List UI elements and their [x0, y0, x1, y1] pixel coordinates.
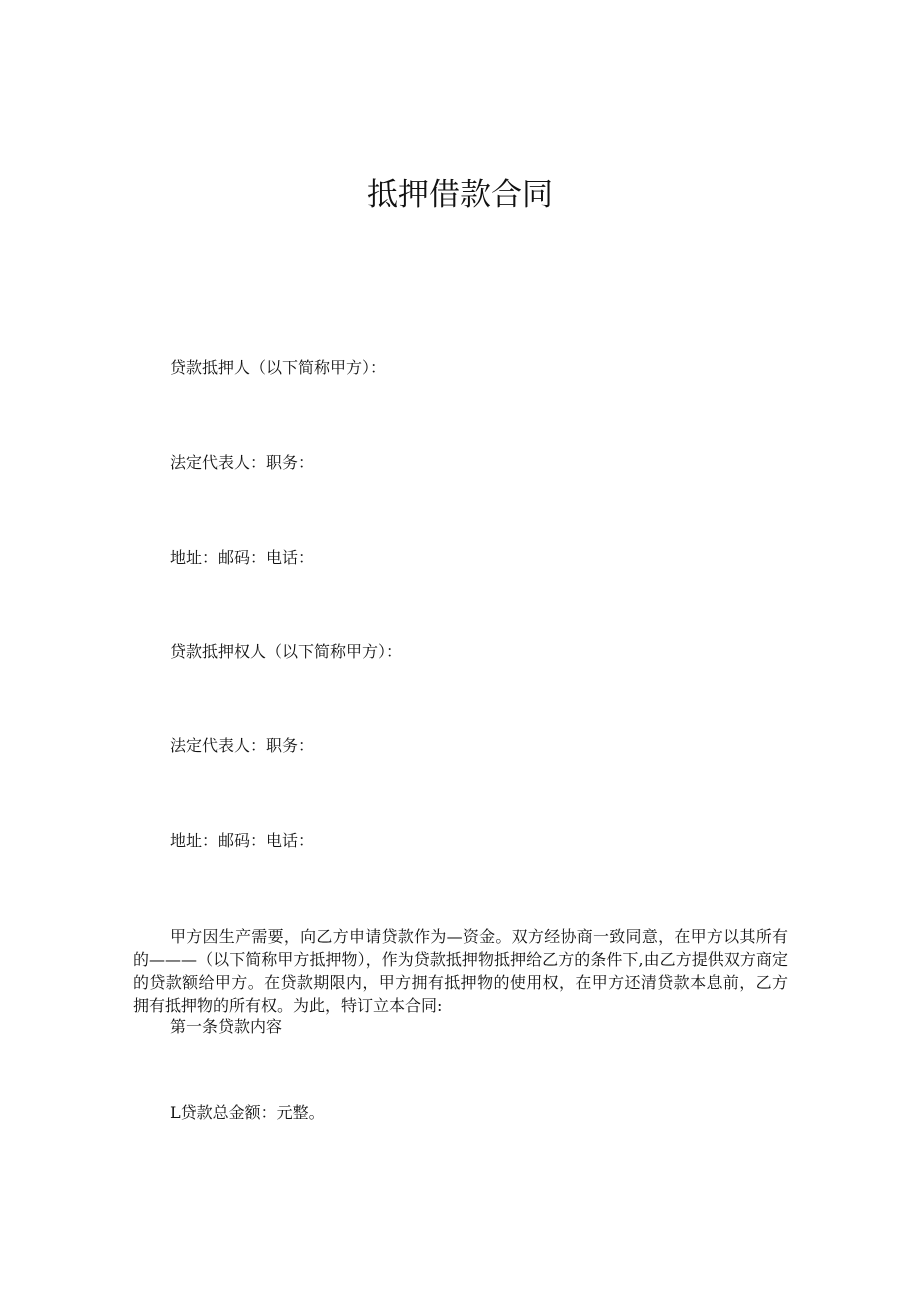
document-title: 抵押借款合同 — [367, 177, 553, 213]
mortgagor-legal-representative-line: 法定代表人：职务： — [170, 453, 315, 472]
article-1-heading: 第一条贷款内容 — [170, 1017, 283, 1036]
mortgagee-line: 贷款抵押权人（以下简称甲方）： — [170, 642, 403, 661]
mortgagee-legal-representative-line: 法定代表人：职务： — [170, 736, 315, 755]
mortgagee-address-line: 地址：邮码：电话： — [170, 831, 315, 850]
mortgagor-address-line: 地址：邮码：电话： — [170, 548, 315, 567]
mortgagor-line: 贷款抵押人（以下简称甲方）： — [170, 358, 387, 377]
loan-total-amount-line: L贷款总金额：元整。 — [170, 1103, 325, 1122]
contract-preamble-paragraph: 甲方因生产需要，向乙方申请贷款作为—资金。双方经协商一致同意，在甲方以其所有的———（以下简称甲方抵押物），作为贷款抵押物抵押给乙方的条件下,由乙方提供双方商定的贷款额给甲方。在贷款期限内，甲方拥有抵押物的使用权，在甲方还清贷款本息前，乙方拥有抵押物的所有权。为此，特订立本合同: — [133, 927, 788, 1015]
